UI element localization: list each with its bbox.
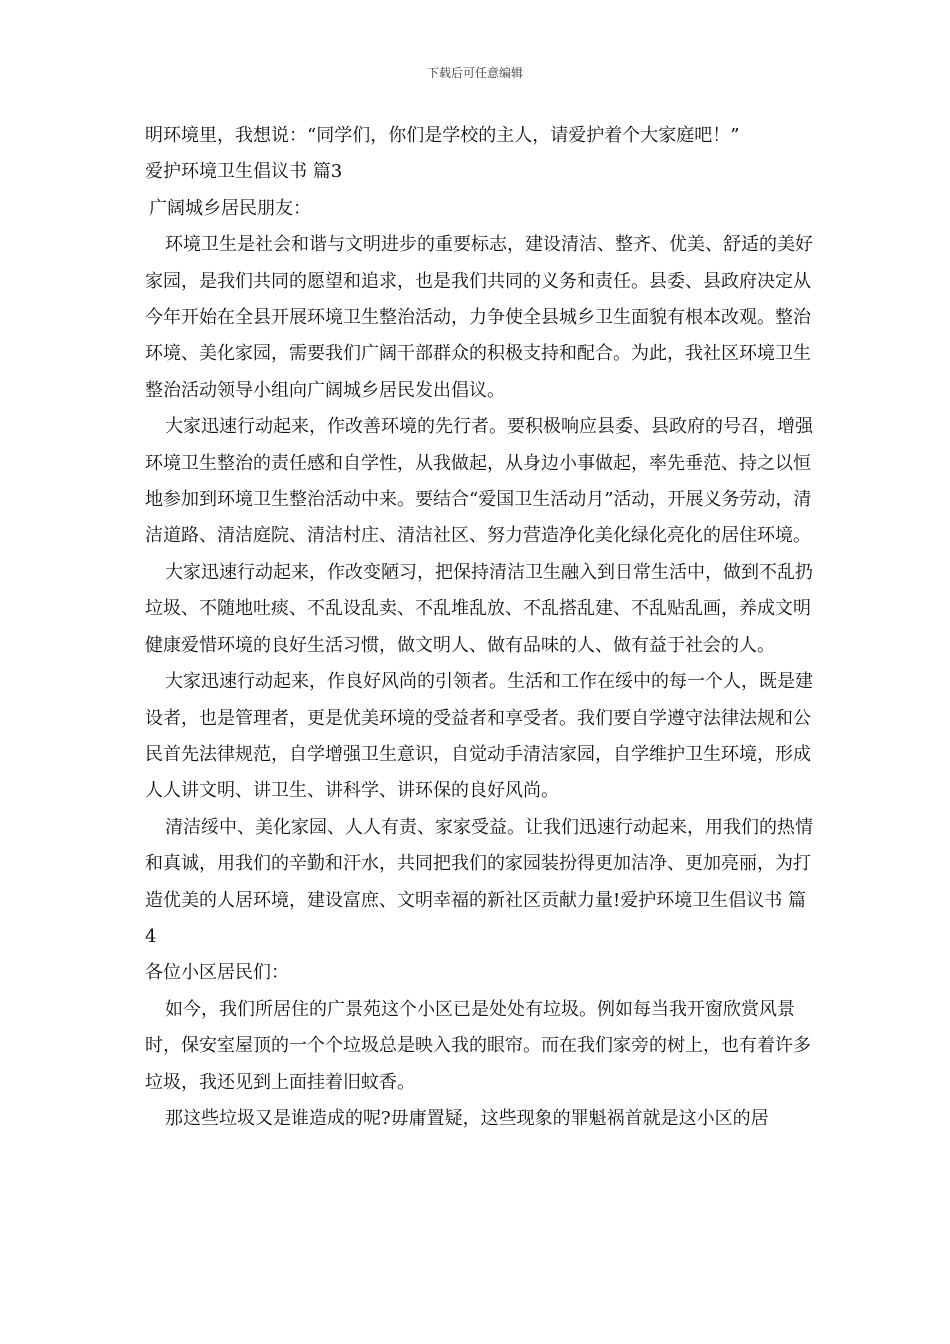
paragraph: 清洁绥中、美化家园、人人有责、家家受益。让我们迅速行动起来，用我们的热情和真诚，用我们的辛勤和汗水，共同把我们的家园装扮得更加洁净、更加亮丽，为打造优美的人居环境，建设富庶、文明幸福的新社区贡献力量!爱护环境卫生倡议书 篇4 bbox=[145, 816, 813, 947]
paragraph: 环境卫生是社会和谐与文明进步的重要标志，建设清洁、整齐、优美、舒适的美好家园，是我们共同的愿望和追求，也是我们共同的义务和责任。县委、县政府决定从今年开始在全县开展环境卫生整治活动，力争使全县城乡卫生面貌有根本改观。整治环境、美化家园，需要我们广阔干部群众的积极支持和配合。为此，我社区环境卫生整治活动领导小组向广阔城乡居民发出倡议。 bbox=[145, 234, 813, 401]
paragraph-continuation: 明环境里，我想说：“同学们，你们是学校的主人，请爱护着个大家庭吧！” bbox=[145, 125, 740, 146]
paragraph: 大家迅速行动起来，作改变陋习，把保持清洁卫生融入到日常生活中，做到不乱扔垃圾、不随地吐痰、不乱设乱卖、不乱堆乱放、不乱搭乱建、不乱贴乱画，养成文明健康爱惜环境的良好生活习惯，做文明人、做有品味的人、做有益于社会的人。 bbox=[145, 561, 813, 656]
page-header: 下载后可任意编辑 bbox=[426, 66, 523, 80]
paragraph: 大家迅速行动起来，作良好风尚的引领者。生活和工作在绥中的每一个人，既是建设者，也是管理者，更是优美环境的受益者和享受者。我们要自学遵守法律法规和公民首先法律规范，自学增强卫生意识，自觉动手清洁家园，自学维护卫生环境，形成人人讲文明、讲卫生、讲科学、讲环保的良好风尚。 bbox=[145, 671, 813, 802]
salutation: 广阔城乡居民朋友： bbox=[149, 197, 311, 219]
paragraph: 如今，我们所居住的广景苑这个小区已是处处有垃圾。例如每当我开窗欣赏风景时，保安室屋顶的一个个垃圾总是映入我的眼帘。而在我们家旁的树上，也有着许多垃圾，我还见到上面挂着旧蚊香。 bbox=[145, 998, 811, 1093]
document-body bbox=[145, 118, 815, 1137]
section-title-3: 爱护环境卫生倡议书 篇3 bbox=[145, 161, 343, 183]
salutation: 各位小区居民们： bbox=[145, 962, 289, 984]
paragraph: 大家迅速行动起来，作改善环境的先行者。要积极响应县委、县政府的号召，增强环境卫生整治的责任感和自学性，从我做起，从身边小事做起，率先垂范、持之以恒地参加到环境卫生整治活动中来。要结合“爱国卫生活动月”活动，开展义务劳动，清洁道路、清洁庭院、清洁村庄、清洁社区、努力营造净化美化绿化亮化的居住环境。 bbox=[145, 416, 813, 547]
paragraph: 那这些垃圾又是谁造成的呢?毋庸置疑，这些现象的罪魁祸首就是这小区的居 bbox=[165, 1107, 769, 1129]
